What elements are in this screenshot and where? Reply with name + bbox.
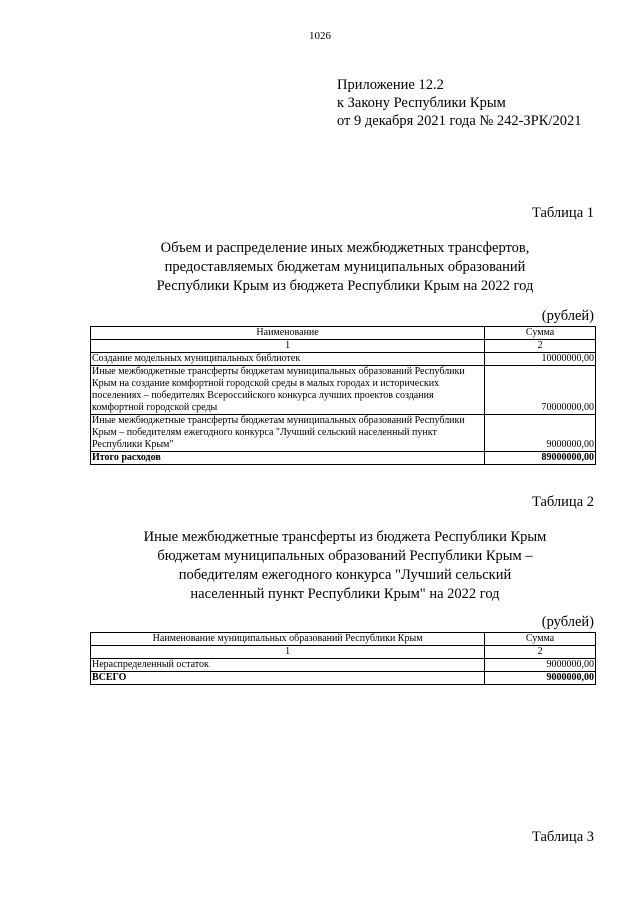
table-header-row — [91, 633, 596, 646]
table2-label: Таблица 2 — [531, 494, 594, 510]
table-row — [91, 659, 596, 672]
table-total-row — [91, 672, 596, 685]
appendix-line-2: к Закону Республики Крым — [337, 95, 506, 111]
total-sum: 9000000,00 — [485, 672, 596, 685]
column-header-name: Наименование — [91, 327, 485, 340]
table2-title — [0, 528, 640, 604]
table2 — [90, 632, 596, 685]
page-number: 1026 — [309, 30, 331, 42]
table1 — [90, 326, 596, 465]
table-header-row — [91, 327, 596, 340]
table-row — [91, 353, 596, 366]
row-sum: 70000000,00 — [485, 366, 596, 415]
column-header-sum: Сумма — [485, 327, 596, 340]
column-number: 1 — [91, 646, 485, 659]
row-name: Иные межбюджетные трансферты бюджетам муниципальных образований Республики Крым на создание комфортной городской среды в малых городах и исторических поселениях – победителях Всероссийского конкурса лучших проектов создания комфортной городской среды — [91, 366, 485, 415]
table2-title-line-3: победителям ежегодного конкурса "Лучший сельский — [178, 567, 512, 583]
table-colnum-row — [91, 340, 596, 353]
row-sum: 9000000,00 — [485, 659, 596, 672]
appendix-line-3: от 9 декабря 2021 года № 242-ЗРК/2021 — [337, 113, 582, 129]
table1-units: (рублей) — [541, 308, 594, 324]
row-sum: 10000000,00 — [485, 353, 596, 366]
table1-title-line-2: предоставляемых бюджетам муниципальных образований — [164, 259, 526, 275]
appendix-line-1: Приложение 12.2 — [337, 77, 444, 93]
table2-title-line-2: бюджетам муниципальных образований Республики Крым – — [157, 548, 533, 564]
row-name: Нераспределенный остаток — [91, 659, 485, 672]
column-number: 2 — [485, 646, 596, 659]
column-number: 2 — [485, 340, 596, 353]
table1-title-line-3: Республики Крым из бюджета Республики Крым на 2022 год — [156, 278, 534, 294]
table-row — [91, 366, 596, 415]
column-header-sum: Сумма — [485, 633, 596, 646]
total-label: Итого расходов — [91, 452, 485, 465]
table-total-row — [91, 452, 596, 465]
column-header-name: Наименование муниципальных образований Республики Крым — [91, 633, 485, 646]
total-label: ВСЕГО — [91, 672, 485, 685]
appendix-header — [337, 76, 581, 130]
column-number: 1 — [91, 340, 485, 353]
total-sum: 89000000,00 — [485, 452, 596, 465]
row-name: Иные межбюджетные трансферты бюджетам муниципальных образований Республики Крым – победителям ежегодного конкурса "Лучший сельский населенный пункт Республики Крым" — [91, 415, 485, 452]
table3-label: Таблица 3 — [531, 829, 594, 845]
row-sum: 9000000,00 — [485, 415, 596, 452]
table2-units: (рублей) — [541, 614, 594, 630]
table-colnum-row — [91, 646, 596, 659]
table1-title-line-1: Объем и распределение иных межбюджетных трансфертов, — [160, 240, 530, 256]
table1-title — [0, 239, 640, 296]
row-name: Создание модельных муниципальных библиотек — [91, 353, 485, 366]
table1-label: Таблица 1 — [531, 205, 594, 221]
table-row — [91, 415, 596, 452]
table2-title-line-1: Иные межбюджетные трансферты из бюджета Республики Крым — [143, 529, 547, 545]
table2-title-line-4: населенный пункт Республики Крым" на 2022 год — [190, 586, 500, 602]
